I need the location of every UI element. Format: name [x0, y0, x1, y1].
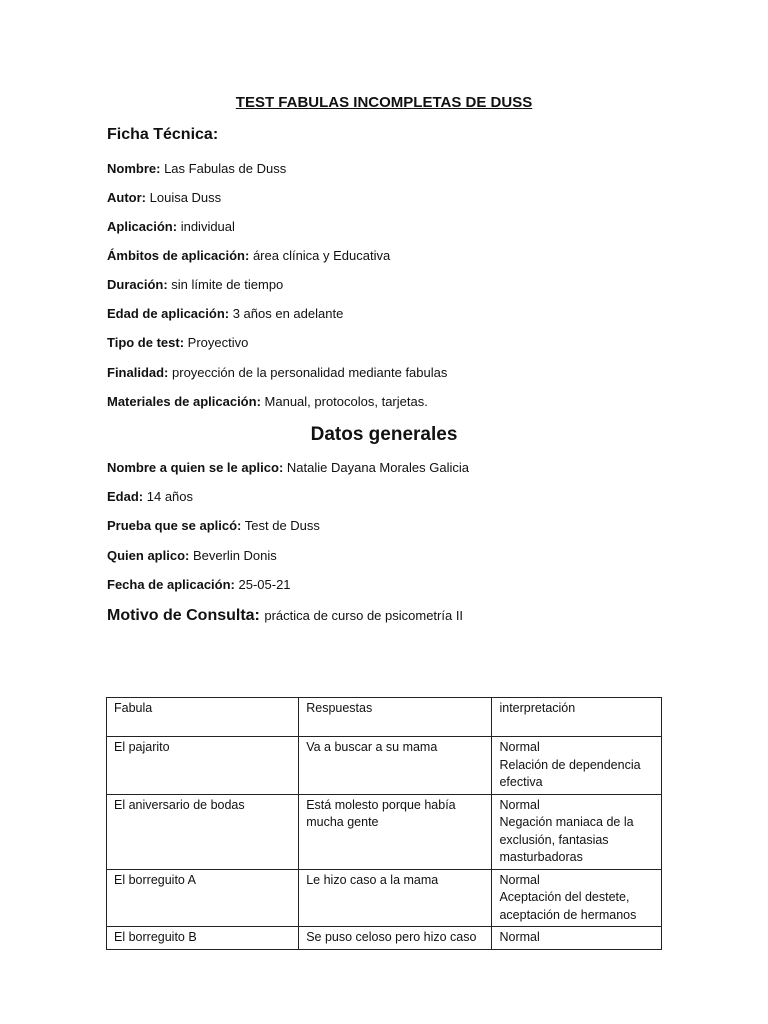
field-label: Autor:	[107, 190, 146, 205]
field-aplicacion	[107, 219, 235, 234]
motivo-consulta	[107, 607, 463, 625]
table-row	[107, 794, 662, 869]
cell-respuesta: Va a buscar a su mama	[299, 737, 492, 795]
cell-respuesta: Le hizo caso a la mama	[299, 869, 492, 927]
field-label: Finalidad:	[107, 365, 169, 380]
field-nombre	[107, 161, 286, 176]
field-value: 25-05-21	[238, 577, 291, 592]
field-value: 14 años	[146, 489, 194, 504]
interpretacion-line: Normal	[499, 740, 540, 754]
field-finalidad	[107, 365, 447, 380]
field-tipo-test	[107, 335, 248, 350]
field-edad	[107, 489, 193, 504]
field-label: Nombre:	[107, 161, 161, 176]
field-fecha	[107, 577, 291, 592]
field-autor	[107, 190, 221, 205]
field-label: Prueba que se aplicó:	[107, 518, 242, 533]
cell-fabula: El aniversario de bodas	[107, 794, 299, 869]
datos-generales-heading: Datos generales	[310, 424, 458, 445]
field-value: 3 años en adelante	[232, 306, 344, 321]
field-ambitos	[107, 248, 390, 263]
interpretacion-line: Aceptación del destete, aceptación de hermanos	[499, 890, 637, 922]
field-value: Las Fabulas de Duss	[164, 161, 287, 176]
field-value: Test de Duss	[244, 518, 320, 533]
interpretacion-line: Normal	[499, 797, 540, 812]
field-nombre-evaluado	[107, 460, 469, 475]
field-value: Louisa Duss	[149, 190, 222, 205]
cell-respuesta: Se puso celoso pero hizo caso	[299, 927, 492, 950]
table-row	[107, 927, 662, 950]
field-label: Ámbitos de aplicación:	[107, 248, 250, 263]
cell-interpretacion	[492, 869, 662, 927]
document-title: TEST FABULAS INCOMPLETAS DE DUSS	[235, 94, 533, 111]
field-materiales	[107, 394, 428, 409]
field-edad-aplicacion	[107, 306, 343, 321]
field-value: sin límite de tiempo	[171, 277, 284, 292]
field-quien-aplico	[107, 548, 277, 563]
ficha-tecnica-heading: Ficha Técnica:	[107, 126, 219, 143]
field-label: Edad:	[107, 489, 144, 504]
table-row	[107, 737, 662, 795]
field-value: área clínica y Educativa	[252, 248, 391, 263]
field-label: Duración:	[107, 277, 168, 292]
interpretacion-line: Normal	[499, 872, 540, 887]
cell-fabula: El borreguito A	[107, 869, 299, 927]
fabulas-table	[106, 697, 662, 950]
field-value: Proyectivo	[187, 335, 249, 350]
field-label: Fecha de aplicación:	[107, 577, 235, 592]
field-label: Nombre a quien se le aplico:	[107, 460, 284, 475]
cell-respuesta: Está molesto porque había mucha gente	[299, 794, 492, 869]
motivo-value: práctica de curso de psicometría II	[264, 608, 464, 623]
cell-fabula: El pajarito	[107, 737, 299, 795]
field-value: individual	[180, 219, 235, 234]
cell-interpretacion	[492, 737, 662, 795]
cell-interpretacion	[492, 927, 662, 950]
field-value: Beverlin Donis	[192, 548, 277, 563]
table-header-row	[107, 698, 662, 737]
field-label: Aplicación:	[107, 219, 178, 234]
field-duracion	[107, 277, 283, 292]
field-label: Quien aplico:	[107, 548, 190, 563]
interpretacion-line: Normal	[499, 930, 540, 944]
table-row	[107, 869, 662, 927]
field-label: Materiales de aplicación:	[107, 394, 261, 409]
field-value: Natalie Dayana Morales Galicia	[286, 460, 469, 475]
field-value: proyección de la personalidad mediante fabulas	[172, 365, 448, 380]
cell-fabula: El borreguito B	[107, 927, 299, 950]
field-prueba	[107, 518, 320, 533]
field-label: Edad de aplicación:	[107, 306, 230, 321]
field-value: Manual, protocolos, tarjetas.	[264, 394, 428, 409]
interpretacion-line: Relación de dependencia efectiva	[499, 757, 641, 789]
field-label: Tipo de test:	[107, 335, 185, 350]
motivo-label: Motivo de Consulta:	[107, 607, 260, 624]
interpretacion-line: Negación maniaca de la exclusión, fantasias masturbadoras	[499, 815, 634, 864]
header-respuestas: Respuestas	[299, 698, 492, 737]
cell-interpretacion	[492, 794, 662, 869]
header-interpretacion: interpretación	[492, 698, 662, 737]
header-fabula: Fabula	[107, 698, 299, 737]
